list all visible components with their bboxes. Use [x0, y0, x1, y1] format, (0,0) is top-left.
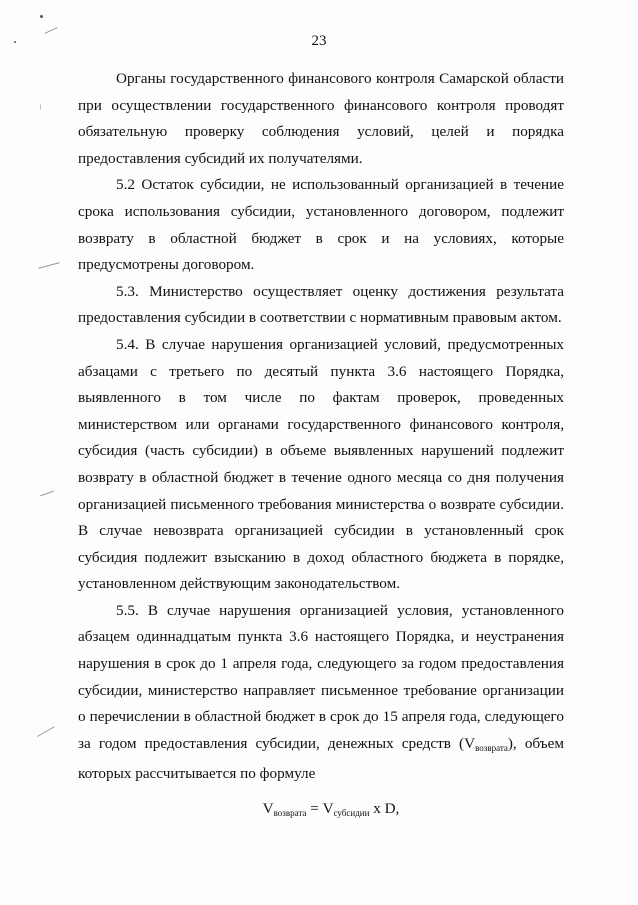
paragraph-5-3: 5.3. Министерство осуществляет оценку достижения результата предоставления субсидии в соответствии с нормативным правовым актом.	[78, 282, 564, 327]
paragraph-5-5	[78, 598, 564, 788]
paragraph-5-5-tail: ), объем которых рассчитывается по формуле	[78, 734, 564, 783]
paragraph-intro: Органы государственного финансового контроля Самарской области при осуществлении государственного финансового контроля проводят обязательную проверку соблюдения условий, целей и порядка предоставления субсидий их получателями.	[78, 70, 564, 167]
formula-v-return: V	[262, 800, 274, 817]
scan-mark	[40, 491, 53, 497]
formula	[12, 800, 638, 818]
paragraph-5-2: 5.2 Остаток субсидии, не использованный организацией в течение срока использования субсидии, установленного договором, подлежит возврату в областной бюджет в срок и на условиях, которые предусмотрены договором.	[78, 176, 564, 274]
formula-sub-return: возврата	[273, 808, 307, 818]
v-return-subscript: возврата	[475, 742, 508, 753]
paragraph-5-4: 5.4. В случае нарушения организацией условий, предусмотренных абзацами с третьего по десятый пункта 3.6 настоящего Порядка, выявленного в том числе по фактам проверок, проведенных министерством или органами государственного финансового контроля, субсидия (часть субсидии) в объеме выявленных нарушений подлежит возврату в областной бюджет в течение одного месяца со дня получения организацией письменного требования министерства о возврате субсидии. В случае невозврата организацией субсидии в установленный срок субсидия подлежит взысканию в доход областного бюджета в порядке, установленном действующим законодательством.	[78, 335, 564, 593]
scan-mark	[37, 726, 55, 737]
scan-mark	[40, 104, 41, 110]
document-body	[78, 66, 564, 788]
paragraph-5-5-text: 5.5. В случае нарушения организацией условия, установленного абзацем одиннадцатым пункта 3.6 настоящего Порядка, и неустранения нарушения в срок до 1 апреля года, следующего за годом предоставления субсидии, министерство направляет письменное требование организации о перечислении в областной бюджет в срок до 15 апреля года, следующего за годом предоставления субсидии, денежных средств (V	[78, 601, 564, 752]
scan-mark	[38, 262, 60, 269]
formula-sub-subsidy: субсидии	[333, 808, 370, 818]
formula-tail: x D,	[369, 800, 400, 817]
scan-mark	[40, 15, 43, 18]
formula-equals: = V	[306, 800, 334, 817]
page-number: 23	[311, 33, 327, 49]
